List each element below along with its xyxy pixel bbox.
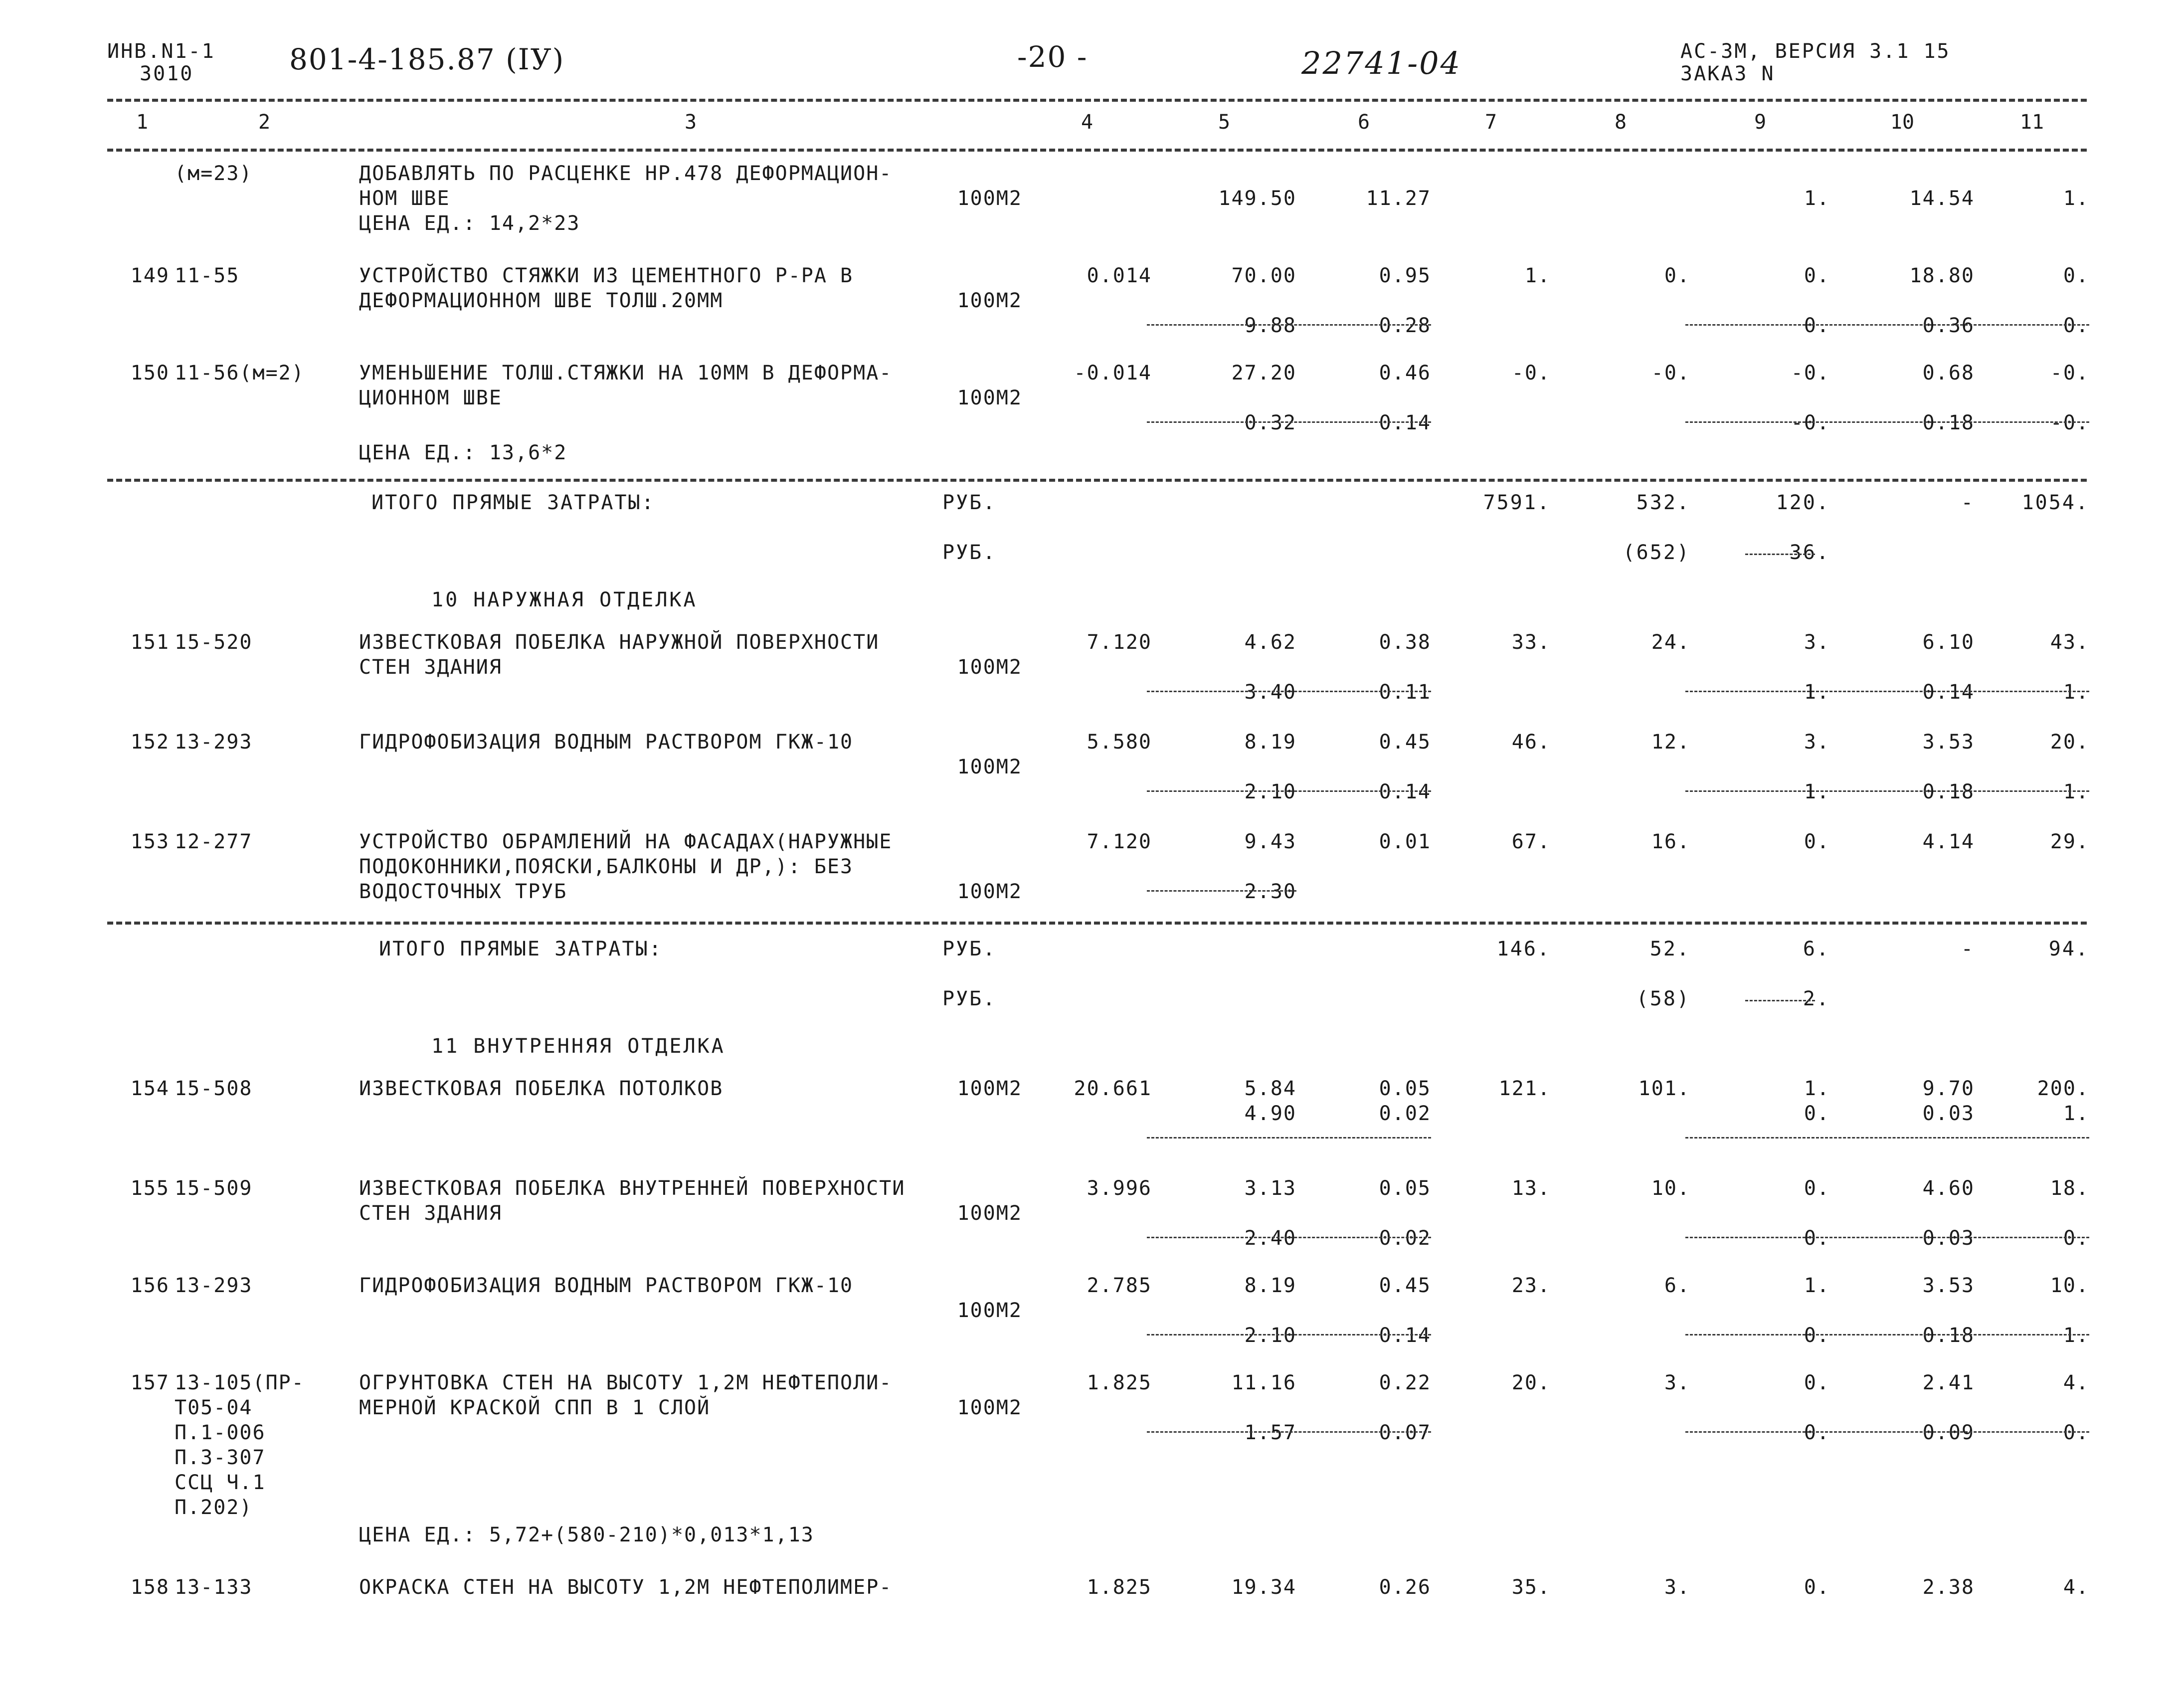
- cell-c7: 20.: [1511, 1371, 1551, 1394]
- order-number: ЗАКАЗ N: [1680, 62, 1775, 85]
- cell-c5: 19.34: [1231, 1576, 1296, 1599]
- cell-num: 154: [130, 1077, 170, 1100]
- table-row: [0, 1202, 2179, 1227]
- cell-c4: 5.580: [1087, 731, 1152, 754]
- inventory-number-2: 3010: [140, 62, 194, 85]
- cell-c4: 7.120: [1087, 631, 1152, 654]
- cell-c9: 0.: [1804, 1421, 1830, 1444]
- cell-c11: 20.: [2050, 731, 2089, 754]
- total-unit-2b: РУБ.: [942, 987, 997, 1010]
- cell-c8: 3.: [1664, 1576, 1690, 1599]
- cell-c7: 46.: [1511, 731, 1551, 754]
- document-code: 801-4-185.87 (IУ): [289, 42, 565, 76]
- cell-divider: [1147, 1334, 1431, 1335]
- cell-desc: ЦЕНА ЕД.: 14,2*23: [359, 212, 580, 235]
- cell-unit: 100М2: [957, 187, 1022, 210]
- cell-desc: СТЕН ЗДАНИЯ: [359, 1202, 502, 1225]
- cell-c6: 0.26: [1379, 1576, 1431, 1599]
- cell-divider: [1147, 790, 1431, 792]
- cell-code: П.202): [175, 1496, 253, 1519]
- cell-unit: 100М2: [957, 1077, 1022, 1100]
- cell-c10: 3.53: [1922, 731, 1975, 754]
- cell-desc: ОКРАСКА СТЕН НА ВЫСОТУ 1,2М НЕФТЕПОЛИМЕР-: [359, 1576, 893, 1599]
- col-4: 4: [1081, 111, 1093, 134]
- cell-c4: 2.785: [1087, 1274, 1152, 1297]
- cell-code: 13-293: [175, 731, 253, 754]
- cell-c9: 0.: [1804, 264, 1830, 287]
- cell-c5: 1.57: [1244, 1421, 1296, 1444]
- cell-num: 150: [130, 362, 170, 384]
- table-row: [0, 855, 2179, 880]
- total1-col8: 532.: [1636, 491, 1690, 514]
- cell-c7: -0.: [1511, 362, 1551, 384]
- cell-c5: 8.19: [1244, 1274, 1296, 1297]
- cell-c9: 1.: [1804, 681, 1830, 704]
- table-row: [0, 1102, 2179, 1127]
- cell-desc: ПОДОКОННИКИ,ПОЯСКИ,БАЛКОНЫ И ДР,): БЕЗ: [359, 855, 854, 878]
- cell-c11: 1.: [2063, 187, 2089, 210]
- cell-c7: 23.: [1511, 1274, 1551, 1297]
- cell-c8: 3.: [1664, 1371, 1690, 1394]
- cell-c7: 121.: [1498, 1077, 1551, 1100]
- cell-num: 149: [130, 264, 170, 287]
- total-unit-2: РУБ.: [942, 938, 997, 960]
- cell-code: 11-55: [175, 264, 240, 287]
- cell-num: 152: [130, 731, 170, 754]
- cell-code: П.1-006: [175, 1421, 266, 1444]
- table-row: [0, 441, 2179, 466]
- cell-c10: 14.54: [1909, 187, 1975, 210]
- cell-c8: 16.: [1651, 830, 1690, 853]
- cell-divider: [1147, 1237, 1431, 1238]
- cell-c9: 0.: [1804, 1576, 1830, 1599]
- cell-c10: 2.38: [1922, 1576, 1975, 1599]
- cell-unit: 100М2: [957, 1299, 1022, 1322]
- table-row: [0, 411, 2179, 436]
- cell-c10: 0.68: [1922, 362, 1975, 384]
- col-9: 9: [1754, 111, 1767, 134]
- total-unit-1b: РУБ.: [942, 541, 997, 564]
- table-row: [0, 880, 2179, 905]
- cell-c5: 9.88: [1244, 314, 1296, 337]
- total2-col7: 146.: [1496, 938, 1551, 960]
- cell-desc: УСТРОЙСТВО ОБРАМЛЕНИЙ НА ФАСАДАХ(НАРУЖНЫЕ: [359, 830, 893, 853]
- cell-c10: 0.36: [1922, 314, 1975, 337]
- table-row: [0, 1496, 2179, 1521]
- total2-col10: -: [1961, 938, 1975, 960]
- cell-c5: 2.40: [1244, 1227, 1296, 1250]
- cell-desc: НОМ ШВЕ: [359, 187, 450, 210]
- cell-c11: -0.: [2050, 411, 2089, 434]
- table-row: [0, 1371, 2179, 1396]
- cell-num: 153: [130, 830, 170, 853]
- col-6: 6: [1357, 111, 1370, 134]
- cell-desc: УМЕНЬШЕНИЕ ТОЛШ.СТЯЖКИ НА 10ММ В ДЕФОРМА-: [359, 362, 893, 384]
- cell-c9: 0.: [1804, 1227, 1830, 1250]
- cell-c10: 0.03: [1922, 1102, 1975, 1125]
- table-row: [0, 1396, 2179, 1421]
- table-row: [0, 1177, 2179, 1202]
- table-row: [0, 1576, 2179, 1601]
- cell-c9: 1.: [1804, 1274, 1830, 1297]
- cell-unit: 100М2: [957, 289, 1022, 312]
- cell-c8: 12.: [1651, 731, 1690, 754]
- table-row: [0, 362, 2179, 386]
- cell-c5: 2.30: [1244, 880, 1296, 903]
- cell-num: 158: [130, 1576, 170, 1599]
- cell-c8: 6.: [1664, 1274, 1690, 1297]
- cell-unit: 100М2: [957, 386, 1022, 409]
- cell-c10: 2.41: [1922, 1371, 1975, 1394]
- cell-c10: 0.14: [1922, 681, 1975, 704]
- cell-desc: ИЗВЕСТКОВАЯ ПОБЕЛКА ПОТОЛКОВ: [359, 1077, 724, 1100]
- cell-code: 12-277: [175, 830, 253, 853]
- cell-unit: 100М2: [957, 880, 1022, 903]
- cell-c11: 1.: [2063, 780, 2089, 803]
- cell-c11: -0.: [2050, 362, 2089, 384]
- cell-divider: [1745, 1000, 1815, 1001]
- cell-c9: 0.: [1804, 1324, 1830, 1347]
- cell-c6: 0.45: [1379, 1274, 1431, 1297]
- cell-c10: 0.18: [1922, 780, 1975, 803]
- table-row: [0, 656, 2179, 681]
- total2-col9: 6.: [1803, 938, 1830, 960]
- cell-divider: [1685, 1334, 2089, 1335]
- col-7: 7: [1484, 111, 1497, 134]
- cell-c10: 9.70: [1922, 1077, 1975, 1100]
- cell-divider: [1685, 1137, 2089, 1139]
- cell-c9: -0.: [1791, 411, 1830, 434]
- cell-c4: 0.014: [1087, 264, 1152, 287]
- table-row: [0, 756, 2179, 780]
- table-row: [0, 264, 2179, 289]
- total1-col11: 1054.: [2021, 491, 2089, 514]
- cell-c4: 1.825: [1087, 1371, 1152, 1394]
- cell-c9: 1.: [1804, 780, 1830, 803]
- cell-c6: 11.27: [1366, 187, 1431, 210]
- col-3: 3: [684, 111, 697, 134]
- cell-c6: 0.28: [1379, 314, 1431, 337]
- cell-unit: 100М2: [957, 656, 1022, 679]
- table-row: [0, 187, 2179, 212]
- table-row: [0, 780, 2179, 805]
- cell-desc: ЦЕНА ЕД.: 5,72+(580-210)*0,013*1,13: [359, 1523, 814, 1546]
- cell-desc: УСТРОЙСТВО СТЯЖКИ ИЗ ЦЕМЕНТНОГО Р-РА В: [359, 264, 854, 287]
- cell-c9: 1.: [1804, 1077, 1830, 1100]
- cell-num: 156: [130, 1274, 170, 1297]
- cell-c5: 2.10: [1244, 1324, 1296, 1347]
- cell-c5: 5.84: [1244, 1077, 1296, 1100]
- cell-divider: [1685, 421, 2089, 423]
- cell-code: (м=23): [175, 162, 253, 185]
- cell-c6: 0.05: [1379, 1177, 1431, 1200]
- table-row: [0, 1471, 2179, 1496]
- cell-c6: 0.11: [1379, 681, 1431, 704]
- section-title-11: 11 ВНУТРЕННЯЯ ОТДЕЛКА: [431, 1035, 726, 1058]
- cell-c10: 4.60: [1922, 1177, 1975, 1200]
- cell-c11: 1.: [2063, 1102, 2089, 1125]
- col-10: 10: [1890, 111, 1915, 134]
- total-rule-2: [107, 922, 2087, 925]
- total-rule-1: [107, 479, 2087, 482]
- cell-c8: 101.: [1638, 1077, 1690, 1100]
- table-row: [0, 1227, 2179, 1252]
- cell-desc: ДЕФОРМАЦИОННОМ ШВЕ ТОЛШ.20ММ: [359, 289, 724, 312]
- col-8: 8: [1614, 111, 1627, 134]
- cell-c4: 1.825: [1087, 1576, 1152, 1599]
- cell-c10: 0.03: [1922, 1227, 1975, 1250]
- cell-c11: 0.: [2063, 1227, 2089, 1250]
- cell-c4: -0.014: [1074, 362, 1152, 384]
- table-row: [0, 289, 2179, 314]
- cell-c9: 3.: [1804, 631, 1830, 654]
- cell-desc: ГИДРОФОБИЗАЦИЯ ВОДНЫМ РАСТВОРОМ ГКЖ-10: [359, 1274, 854, 1297]
- total2-col8-b: (58): [1636, 987, 1690, 1010]
- col-5: 5: [1218, 111, 1231, 134]
- cell-desc: ВОДОСТОЧНЫХ ТРУБ: [359, 880, 567, 903]
- table-row: [0, 1324, 2179, 1349]
- cell-c5: 9.43: [1244, 830, 1296, 853]
- cell-c11: 29.: [2050, 830, 2089, 853]
- cell-c6: 0.14: [1379, 411, 1431, 434]
- total1-col10: -: [1961, 491, 1975, 514]
- cell-c6: 0.14: [1379, 780, 1431, 803]
- cell-c10: 18.80: [1909, 264, 1975, 287]
- cell-c6: 0.95: [1379, 264, 1431, 287]
- cell-c9: 3.: [1804, 731, 1830, 754]
- cell-code: 15-508: [175, 1077, 253, 1100]
- cell-c6: 0.38: [1379, 631, 1431, 654]
- cell-divider: [1147, 691, 1431, 692]
- cell-code: 13-105(ПР-: [175, 1371, 305, 1394]
- cell-c6: 0.02: [1379, 1227, 1431, 1250]
- cell-desc: ОГРУНТОВКА СТЕН НА ВЫСОТУ 1,2М НЕФТЕПОЛИ-: [359, 1371, 893, 1394]
- cell-c6: 0.07: [1379, 1421, 1431, 1444]
- cell-c6: 0.01: [1379, 830, 1431, 853]
- cell-divider: [1147, 421, 1431, 423]
- col-2: 2: [258, 111, 271, 134]
- table-row: [0, 1446, 2179, 1471]
- cell-c6: 0.46: [1379, 362, 1431, 384]
- cell-code: 13-293: [175, 1274, 253, 1297]
- cell-num: 151: [130, 631, 170, 654]
- cell-desc: ИЗВЕСТКОВАЯ ПОБЕЛКА НАРУЖНОЙ ПОВЕРХНОСТИ: [359, 631, 880, 654]
- cell-c6: 0.05: [1379, 1077, 1431, 1100]
- cell-c11: 0.: [2063, 1421, 2089, 1444]
- cell-unit: 100М2: [957, 1202, 1022, 1225]
- cell-divider: [1685, 691, 2089, 692]
- total1-col8-b: (652): [1623, 541, 1690, 564]
- handwritten-stamp: 22741-04: [1301, 45, 1462, 81]
- cell-code: 15-509: [175, 1177, 253, 1200]
- cell-desc: ДОБАВЛЯТЬ ПО РАСЦЕНКЕ НР.478 ДЕФОРМАЦИОН-: [359, 162, 893, 185]
- table-row: [0, 681, 2179, 706]
- cell-c8: 24.: [1651, 631, 1690, 654]
- cell-c11: 1.: [2063, 1324, 2089, 1347]
- cell-c5: 149.50: [1218, 187, 1296, 210]
- cell-c7: 33.: [1511, 631, 1551, 654]
- cell-desc: ЦИОННОМ ШВЕ: [359, 386, 502, 409]
- cell-code: Т05-04: [175, 1396, 253, 1419]
- cell-c8: 0.: [1664, 264, 1690, 287]
- cell-c10: 6.10: [1922, 631, 1975, 654]
- cell-c9: 0.: [1804, 1371, 1830, 1394]
- inventory-number: ИНВ.N1-1: [107, 40, 215, 63]
- cell-c7: 1.: [1524, 264, 1551, 287]
- cell-c6: 0.45: [1379, 731, 1431, 754]
- cell-c8: -0.: [1651, 362, 1690, 384]
- table-row: [0, 1274, 2179, 1299]
- cell-c6: 0.02: [1379, 1102, 1431, 1125]
- cell-desc: ГИДРОФОБИЗАЦИЯ ВОДНЫМ РАСТВОРОМ ГКЖ-10: [359, 731, 854, 754]
- version-info: АС-3М, ВЕРСИЯ 3.1 15: [1680, 40, 1951, 63]
- cell-c5: 8.19: [1244, 731, 1296, 754]
- cell-desc: СТЕН ЗДАНИЯ: [359, 656, 502, 679]
- cell-code: П.3-307: [175, 1446, 266, 1469]
- table-row: [0, 631, 2179, 656]
- cell-c11: 0.: [2063, 314, 2089, 337]
- cell-c11: 0.: [2063, 264, 2089, 287]
- cell-c5: 0.32: [1244, 411, 1296, 434]
- cell-c9: 0.: [1804, 314, 1830, 337]
- cell-divider: [1685, 324, 2089, 326]
- cell-code: ССЦ Ч.1: [175, 1471, 266, 1494]
- table-row: [0, 1299, 2179, 1324]
- total1-col9: 120.: [1776, 491, 1830, 514]
- cell-c11: 4.: [2063, 1576, 2089, 1599]
- cell-c5: 4.90: [1244, 1102, 1296, 1125]
- cell-unit: 100М2: [957, 756, 1022, 778]
- cell-c6: 0.14: [1379, 1324, 1431, 1347]
- cell-c5: 3.40: [1244, 681, 1296, 704]
- table-row: [0, 212, 2179, 237]
- cell-desc: ИЗВЕСТКОВАЯ ПОБЕЛКА ВНУТРЕННЕЙ ПОВЕРХНОСТИ: [359, 1177, 906, 1200]
- cell-c4: 7.120: [1087, 830, 1152, 853]
- cell-c4: 3.996: [1087, 1177, 1152, 1200]
- table-row: [0, 162, 2179, 187]
- cell-c5: 4.62: [1244, 631, 1296, 654]
- total-unit-1: РУБ.: [942, 491, 997, 514]
- cell-c11: 200.: [2037, 1077, 2089, 1100]
- cell-code: 15-520: [175, 631, 253, 654]
- total-label-2: ИТОГО ПРЯМЫЕ ЗАТРАТЫ:: [379, 938, 663, 960]
- cell-divider: [1147, 324, 1431, 326]
- cell-c4: 20.661: [1074, 1077, 1152, 1100]
- cell-num: 155: [130, 1177, 170, 1200]
- cell-c7: 67.: [1511, 830, 1551, 853]
- cell-desc: МЕРНОЙ КРАСКОЙ СПП В 1 СЛОЙ: [359, 1396, 711, 1419]
- cell-c11: 4.: [2063, 1371, 2089, 1394]
- cell-code: 11-56(м=2): [175, 362, 305, 384]
- cell-c10: 0.09: [1922, 1421, 1975, 1444]
- col-1: 1: [136, 111, 149, 134]
- table-row: [0, 1421, 2179, 1446]
- cell-c7: 13.: [1511, 1177, 1551, 1200]
- cell-c7: 35.: [1511, 1576, 1551, 1599]
- cell-c10: 0.18: [1922, 411, 1975, 434]
- cell-c9: 0.: [1804, 830, 1830, 853]
- cell-c9: -0.: [1791, 362, 1830, 384]
- cell-c11: 10.: [2050, 1274, 2089, 1297]
- total1-col9-b: 36.: [1789, 541, 1830, 564]
- cell-divider: [1685, 790, 2089, 792]
- total1-col7: 7591.: [1483, 491, 1551, 514]
- cell-c10: 3.53: [1922, 1274, 1975, 1297]
- cell-c9: 0.: [1804, 1177, 1830, 1200]
- cell-divider: [1147, 1431, 1431, 1433]
- total-label-1: ИТОГО ПРЯМЫЕ ЗАТРАТЫ:: [371, 491, 655, 514]
- cell-c5: 11.16: [1231, 1371, 1296, 1394]
- table-row: [0, 1077, 2179, 1102]
- cell-c5: 70.00: [1231, 264, 1296, 287]
- cell-c10: 0.18: [1922, 1324, 1975, 1347]
- page-number: -20 -: [1017, 40, 1088, 74]
- cell-c9: 1.: [1804, 187, 1830, 210]
- cell-c9: 0.: [1804, 1102, 1830, 1125]
- total2-col8: 52.: [1649, 938, 1690, 960]
- cell-divider: [1147, 890, 1296, 892]
- cell-c5: 2.10: [1244, 780, 1296, 803]
- table-row: [0, 1523, 2179, 1548]
- cell-c6: 0.22: [1379, 1371, 1431, 1394]
- cell-divider: [1685, 1237, 2089, 1238]
- section-title-10: 10 НАРУЖНАЯ ОТДЕЛКА: [431, 588, 698, 611]
- cell-divider: [1745, 554, 1815, 555]
- cell-c5: 3.13: [1244, 1177, 1296, 1200]
- cell-c11: 1.: [2063, 681, 2089, 704]
- cell-divider: [1147, 1137, 1431, 1139]
- cell-num: 157: [130, 1371, 170, 1394]
- col-11: 11: [2019, 111, 2044, 134]
- table-row: [0, 314, 2179, 339]
- cell-c5: 27.20: [1231, 362, 1296, 384]
- cell-c10: 4.14: [1922, 830, 1975, 853]
- column-header-rule: [107, 149, 2087, 152]
- cell-divider: [1685, 1431, 2089, 1433]
- cell-code: 13-133: [175, 1576, 253, 1599]
- total2-col11: 94.: [2048, 938, 2089, 960]
- table-row: [0, 830, 2179, 855]
- cell-c8: 10.: [1651, 1177, 1690, 1200]
- cell-c11: 18.: [2050, 1177, 2089, 1200]
- total2-col9-b: 2.: [1803, 987, 1830, 1010]
- table-row: [0, 386, 2179, 411]
- cell-c11: 43.: [2050, 631, 2089, 654]
- cell-unit: 100М2: [957, 1396, 1022, 1419]
- header-rule: [107, 99, 2087, 102]
- table-row: [0, 731, 2179, 756]
- cell-desc: ЦЕНА ЕД.: 13,6*2: [359, 441, 567, 464]
